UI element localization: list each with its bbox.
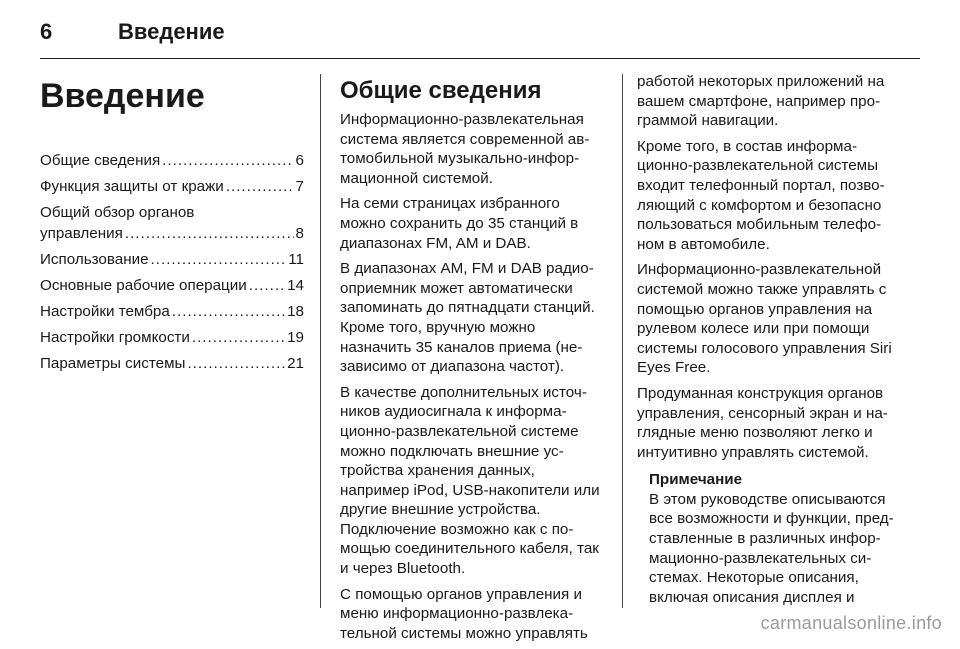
section-body-continued	[637, 72, 901, 462]
toc-leader-dots	[125, 223, 294, 244]
text-column-1	[340, 72, 606, 649]
table-of-contents	[40, 150, 304, 374]
paragraph: С помощью органов управления и меню информационно-развлекательной системы можно управлять	[340, 585, 588, 642]
toc-entry[interactable]	[40, 150, 304, 171]
toc-entry-label: Функция защиты от кражи	[40, 178, 224, 195]
chapter-title: Введение	[40, 77, 205, 115]
toc-page-number: 8	[295, 225, 304, 242]
toc-entry[interactable]	[40, 301, 304, 322]
note-block	[649, 470, 901, 607]
paragraph: В диапазонах AM, FM и DAB радиооприемник может автоматически запоминать до пятнадцати станций. Кроме того, вручную можно назначить 35 каналов приема (независимо от диапазона частот).	[340, 260, 595, 376]
toc-page-number: 14	[287, 277, 304, 294]
note-heading: Примечание	[649, 471, 743, 489]
toc-entry[interactable]	[40, 353, 304, 374]
toc-entry[interactable]	[40, 202, 304, 244]
paragraph: Продуманная конструкция органов управления, сенсорный экран и наглядные меню позволяют легко и интуитивно управлять системой.	[637, 384, 888, 461]
watermark: carmanualsonline.info	[760, 613, 942, 633]
toc-leader-dots	[162, 150, 293, 171]
toc-page-number: 18	[287, 303, 304, 320]
toc-page-number: 19	[287, 329, 304, 346]
toc-entry[interactable]	[40, 327, 304, 348]
page-number: 6	[40, 19, 53, 44]
toc-page-number: 21	[287, 355, 304, 372]
paragraph: работой некоторых приложений на вашем смартфоне, например программой навигации.	[637, 73, 885, 130]
paragraph: Информационно-развлекательная система является современной автомобильной музыкально-информационной системой.	[340, 111, 590, 187]
toc-leader-dots	[151, 249, 287, 270]
toc-leader-dots	[172, 301, 285, 322]
toc-leader-dots	[249, 275, 285, 296]
toc-leader-dots	[192, 327, 285, 348]
toc-entry-label: Параметры системы	[40, 355, 186, 372]
toc-leader-dots	[187, 353, 285, 374]
paragraph: В качестве дополнительных источников аудиосигнала к информационно-развлекательной системе можно подключать внешние устройства хранения данных, например iPod, USB-накопители или другие внешние устройства. Подключение возможно как с помощью соединительного кабеля, так и через Bluetooth.	[340, 383, 600, 578]
toc-page-number: 7	[295, 178, 304, 195]
toc-entry-label: Общий обзор органов	[40, 204, 195, 221]
toc-entry[interactable]	[40, 176, 304, 197]
paragraph: Информационно-развлекательной системой можно также управлять с помощью органов управления на рулевом колесе или при помощи системы голосового управления Siri Eyes Free.	[637, 261, 892, 377]
toc-page-number: 11	[288, 251, 304, 268]
text-column-2	[637, 72, 901, 607]
toc-page-number: 6	[295, 152, 304, 169]
section-body	[340, 110, 606, 643]
toc-entry-label: Общие сведения	[40, 152, 161, 169]
toc-entry-label: управления	[40, 225, 123, 242]
page-header	[40, 14, 225, 50]
toc-entry-label: Настройки громкости	[40, 329, 190, 346]
toc-entry-label: Основные рабочие операции	[40, 277, 247, 294]
running-title: Введение	[118, 19, 225, 44]
toc-entry[interactable]	[40, 249, 304, 270]
paragraph: Кроме того, в состав информационно-развлекательной системы входит телефонный портал, позволяющий с комфортом и безопасно пользоваться мобильным телефоном в автомобиле.	[637, 137, 885, 253]
toc-entry[interactable]	[40, 275, 304, 296]
section-title: Общие сведения	[340, 77, 542, 104]
note-text: В этом руководстве описываются все возможности и функции, представленные в различных информационно-развлекательных системах. Некоторые описания, включая описания дисплея и	[649, 490, 894, 606]
paragraph: На семи страницах избранного можно сохранить до 35 станций в диапазонах FM, AM и DAB.	[340, 195, 579, 252]
column-divider	[622, 74, 623, 608]
header-rule	[40, 58, 920, 59]
column-divider	[320, 74, 321, 608]
toc-entry-label: Настройки тембра	[40, 303, 170, 320]
toc-entry-label: Использование	[40, 251, 149, 268]
toc-column	[40, 72, 304, 379]
toc-leader-dots	[226, 176, 294, 197]
